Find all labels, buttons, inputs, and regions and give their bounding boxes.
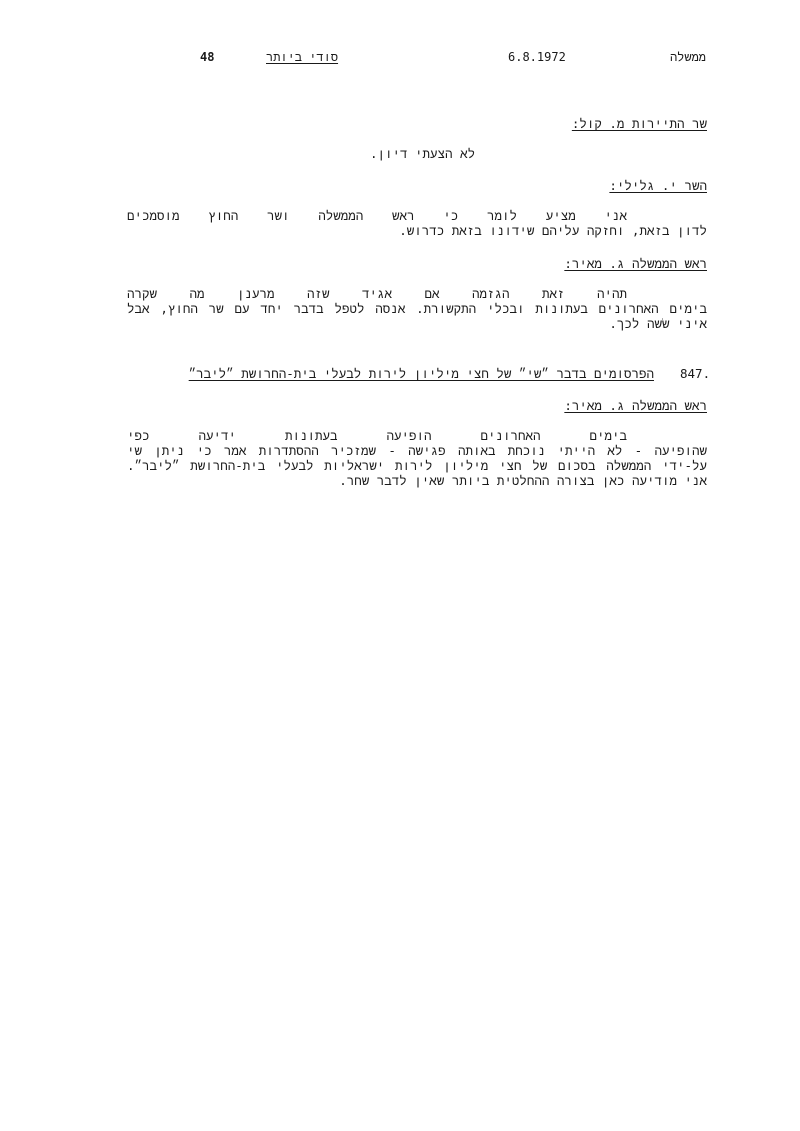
speaker-minister-galili: השר י. גלילי: xyxy=(609,178,707,193)
paragraph-line: לדון בזאת, וחזקה עליהם שידונו בזאת כדרוש. xyxy=(399,223,707,238)
paragraph-line: שהופיעה - לא הייתי נוכחת באותה פגישה - שמזכיר ההסתדרות אמר כי ניתן שי xyxy=(127,443,707,458)
speaker-minister-tourism: שר התיירות מ. קול: xyxy=(571,116,707,131)
paragraph-prime-minister-1 xyxy=(127,286,707,331)
header-page-number: 48 xyxy=(200,50,215,64)
paragraph-line: תהיה זאת הגזמה אם אגיד שזה מרענן מה שקרה xyxy=(127,286,627,301)
header-date: 6.8.1972 xyxy=(508,50,566,64)
statement-line: לא הצעתי דיון. xyxy=(370,146,476,161)
speaker-prime-minister: ראש הממשלה ג. מאיר: xyxy=(564,256,707,271)
paragraph-line: בימים האחרונים בעתונות ובכלי התקשורת. אנסה לטפל בדבר יחד עם שר החוץ, אבל xyxy=(127,301,707,316)
agenda-item-title: הפרסומים בדבר ״שי״ של חצי מיליון לירות לבעלי בית-החרושת ״ליבר״ xyxy=(188,366,654,381)
paragraph-line: אני מציע לומר כי ראש הממשלה ושר החוץ מוסמכים xyxy=(127,208,627,223)
agenda-item-number: 847. xyxy=(680,366,711,381)
header-body: ממשלה xyxy=(669,50,706,64)
speaker-prime-minister-2: ראש הממשלה ג. מאיר: xyxy=(564,398,707,413)
header-classification: סודי ביותר xyxy=(266,50,339,64)
paragraph-line: אני מודיעה כאן בצורה ההחלטית ביותר שאין לדבר שחר. xyxy=(339,473,707,488)
paragraph-galili xyxy=(127,208,707,238)
paragraph-line: על-ידי הממשלה בסכום של חצי מיליון לירות ישראליות לבעלי בית-החרושת ״ליבר״. xyxy=(127,458,707,473)
paragraph-prime-minister-2 xyxy=(127,428,707,488)
paragraph-line: איני שׂשה לכך. xyxy=(609,316,707,331)
paragraph-line: בימים האחרונים הופיעה בעתונות ידיעה כפי xyxy=(127,428,627,443)
